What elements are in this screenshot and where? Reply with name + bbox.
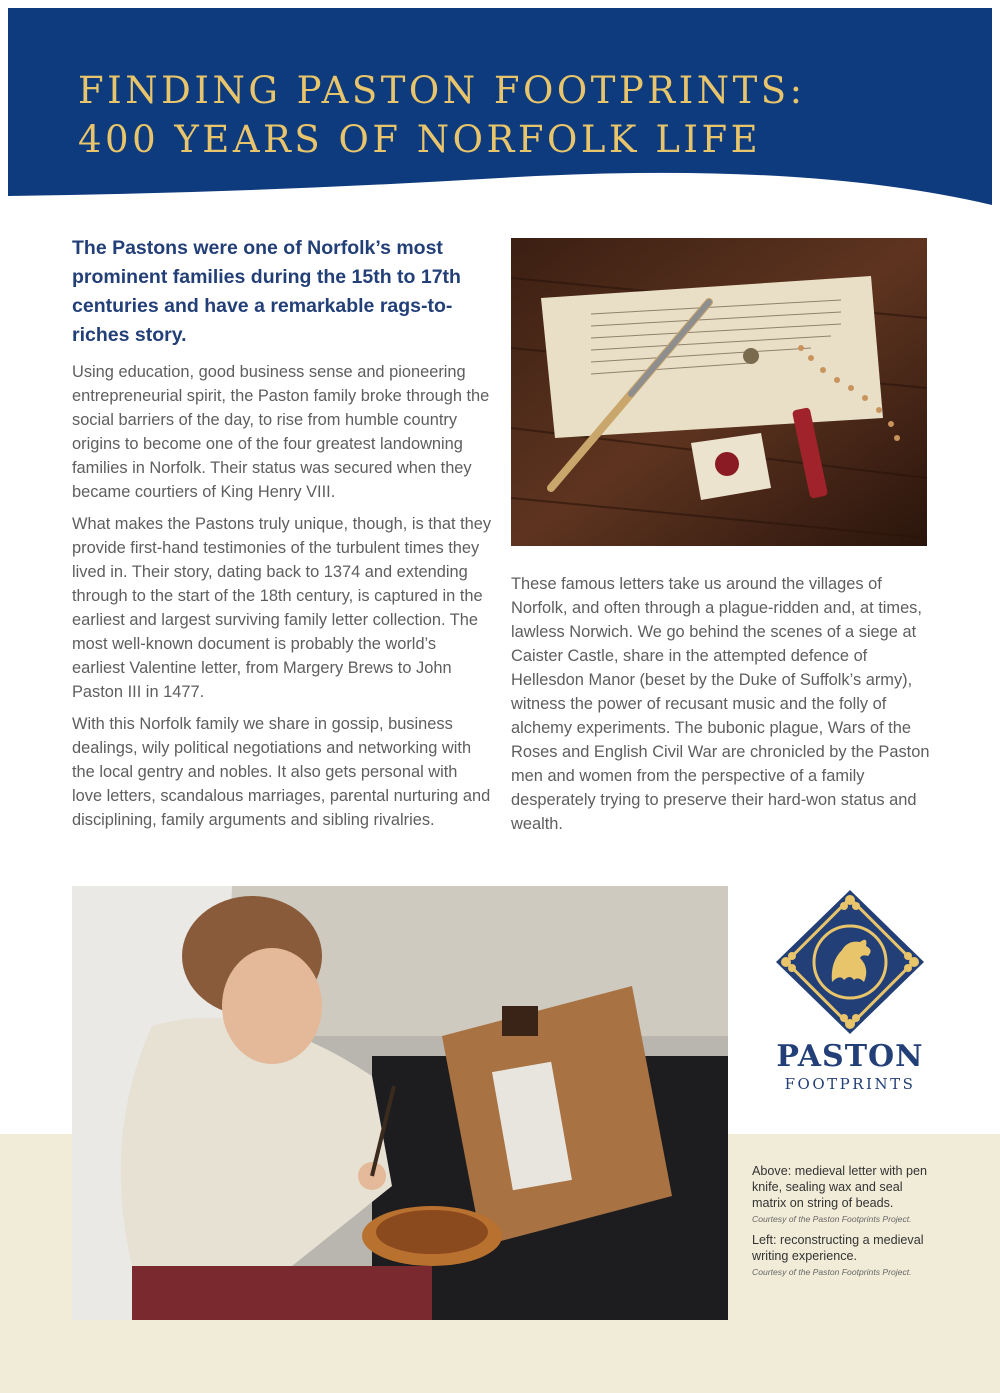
credit-left: Courtesy of the Paston Footprints Project. [752,1267,912,1277]
letter-photo [511,238,927,546]
title-line-2: 400 YEARS OF NORFOLK LIFE [78,118,762,161]
title-line-1: FINDING PASTON FOOTPRINTS: [78,69,806,112]
left-column [72,360,492,840]
paragraph-2: What makes the Pastons truly unique, though, is that they provide first-hand testimonies of the turbulent times they lived in. Their story, dating back to 1374 and extending through to the start of the 18th century, is captured in the earliest and largest surviving family letter collection. The most well-known document is probably the world’s earliest Valentine letter, from Margery Brews to John Paston III in 1477. [72,515,492,701]
scribe-photo [72,886,728,1320]
right-column [511,572,931,836]
photo-captions [752,1163,932,1285]
paragraph-3: With this Norfolk family we share in gossip, business dealings, wily political negotiations and networking with the local gentry and nobles. It also gets personal with love letters, scandalous marriages, parental nurturing and disciplining, family arguments and sibling rivalries. [72,715,491,829]
paragraph-4: These famous letters take us around the villages of Norfolk, and often through a plague-ridden and, at times, lawless Norwich. We go behind the scenes of a siege at Caister Castle, share in the attempted defence of Hellesdon Manor (beset by the Duke of Suffolk’s army), witness the power of recusant music and the folly of alchemy experiments. The bubonic plague, Wars of the Roses and English Civil War are chronicled by the Paston men and women from the perspective of a family desperately trying to preserve their hard-won status and wealth. [511,575,930,833]
paston-logo [770,884,930,1039]
lead-paragraph: The Pastons were one of Norfolk’s most prominent families during the 15th to 17th centuries and have a remarkable rags-to-riches story. [72,237,461,346]
page-title [78,66,806,164]
logo-word-footprints: FOOTPRINTS [784,1075,916,1093]
caption-above: Above: medieval letter with pen knife, sealing wax and seal matrix on string of beads. [752,1164,928,1210]
paragraph-1: Using education, good business sense and pioneering entrepreneurial spirit, the Paston family broke through the social barriers of the day, to rise from humble country origins to become one of the four greatest landowning families in Norfolk. Their status was secured when they became courtiers of King Henry VIII. [72,363,490,501]
logo-word-paston: PASTON [776,1039,924,1074]
credit-above: Courtesy of the Paston Footprints Project. [752,1214,912,1224]
caption-left: Left: reconstructing a medieval writing experience. [752,1233,924,1263]
